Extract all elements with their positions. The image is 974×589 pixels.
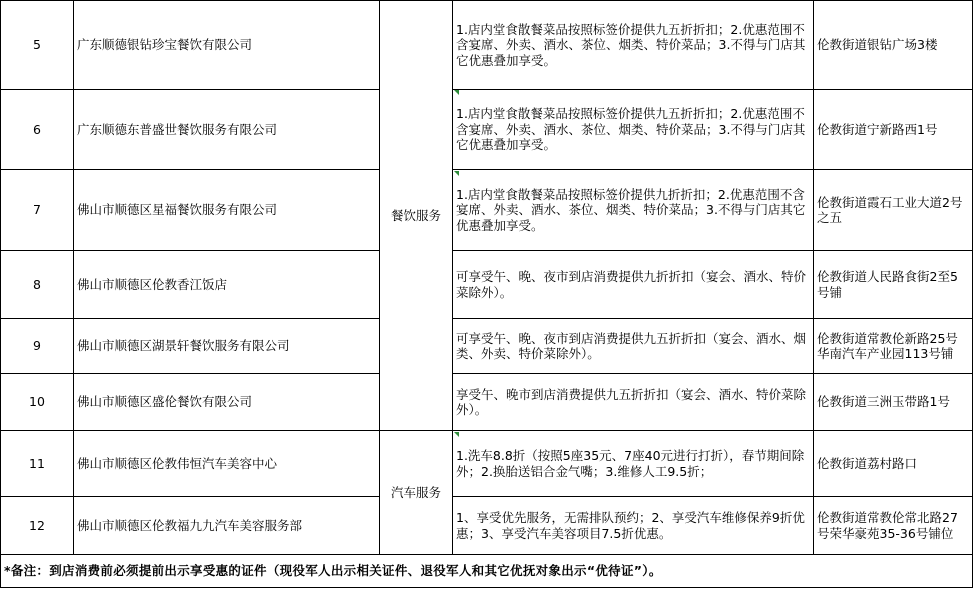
offer-details: 1.店内堂食散餐菜品按照标签价提供九五折折扣；2.优惠范围不含宴席、外卖、酒水、茶位、烟类、特价菜品；3.不得与门店其它优惠叠加享受。: [453, 90, 814, 170]
merchant-address: 伦教街道荔村路口: [814, 431, 973, 497]
row-number: 9: [1, 319, 74, 374]
merchant-address: 伦教街道常教伦新路25号华南汽车产业园113号铺: [814, 319, 973, 374]
offer-details: 1.洗车8.8折（按照5座35元、7座40元进行打折），春节期间除外；2.换胎送铝合金气嘴；3.维修人工9.5折；: [453, 431, 814, 497]
merchant-address: 伦教街道霞石工业大道2号之五: [814, 170, 973, 251]
table-row: [1, 90, 973, 170]
merchant-name: 广东顺德东普盛世餐饮服务有限公司: [74, 90, 380, 170]
offer-details: 可享受午、晚、夜市到店消费提供九折折扣（宴会、酒水、特价菜除外）。: [453, 251, 814, 319]
merchant-address: 伦教街道银钻广场3楼: [814, 1, 973, 90]
merchant-address: 伦教街道人民路食街2至5号铺: [814, 251, 973, 319]
merchant-address: 伦教街道三洲玉带路1号: [814, 374, 973, 431]
table-row: [1, 170, 973, 251]
merchant-address: 伦教街道常教伦常北路27号荣华豪苑35-36号铺位: [814, 497, 973, 555]
offer-details: 享受午、晚市到店消费提供九五折折扣（宴会、酒水、特价菜除外）。: [453, 374, 814, 431]
table-row: [1, 497, 973, 555]
table-row: [1, 319, 973, 374]
offer-details: 1.店内堂食散餐菜品按照标签价提供九五折折扣；2.优惠范围不含宴席、外卖、酒水、茶位、烟类、特价菜品；3.不得与门店其它优惠叠加享受。: [453, 1, 814, 90]
table-row: [1, 374, 973, 431]
merchant-name: 佛山市顺德区星福餐饮服务有限公司: [74, 170, 380, 251]
merchant-name: 广东顺德银钻珍宝餐饮有限公司: [74, 1, 380, 90]
row-number: 12: [1, 497, 74, 555]
row-number: 5: [1, 1, 74, 90]
category-auto: 汽车服务: [380, 431, 453, 555]
offer-details: 1.店内堂食散餐菜品按照标签价提供九折折扣；2.优惠范围不含宴席、外卖、酒水、茶位、烟类、特价菜品；3.不得与门店其它优惠叠加享受。: [453, 170, 814, 251]
table-row: [1, 1, 973, 90]
merchant-name: 佛山市顺德区伦教香江饭店: [74, 251, 380, 319]
row-number: 10: [1, 374, 74, 431]
offer-details: 可享受午、晚、夜市到店消费提供九五折折扣（宴会、酒水、烟类、外卖、特价菜除外）。: [453, 319, 814, 374]
row-number: 11: [1, 431, 74, 497]
comment-marker-icon: [454, 171, 459, 176]
footnote-remark: *备注：到店消费前必须提前出示享受惠的证件（现役军人出示相关证件、退役军人和其它优抚对象出示“优待证”）。: [1, 555, 973, 588]
merchant-name: 佛山市顺德区伦教伟恒汽车美容中心: [74, 431, 380, 497]
row-number: 6: [1, 90, 74, 170]
comment-marker-icon: [454, 432, 459, 437]
row-number: 7: [1, 170, 74, 251]
merchant-name: 佛山市顺德区盛伦餐饮有限公司: [74, 374, 380, 431]
comment-marker-icon: [454, 90, 459, 95]
table-row: [1, 555, 973, 588]
merchant-name: 佛山市顺德区伦教福九九汽车美容服务部: [74, 497, 380, 555]
merchant-address: 伦教街道宁新路西1号: [814, 90, 973, 170]
merchant-name: 佛山市顺德区湖景轩餐饮服务有限公司: [74, 319, 380, 374]
row-number: 8: [1, 251, 74, 319]
offer-details: 1、享受优先服务，无需排队预约；2、享受汽车维修保养9折优惠；3、享受汽车美容项目7.5折优惠。: [453, 497, 814, 555]
category-dining: 餐饮服务: [380, 1, 453, 431]
table-row: [1, 251, 973, 319]
table-row: [1, 431, 973, 497]
